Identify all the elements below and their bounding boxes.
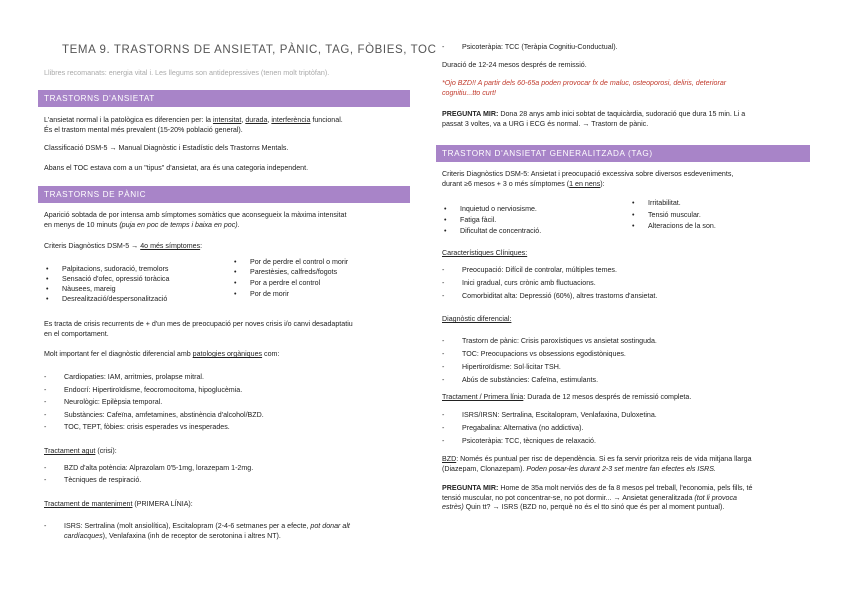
bullet-icon: • xyxy=(46,275,49,283)
text: Trastorn de pànic: Crisis paroxístiques vs ansietat sostinguda. xyxy=(462,337,657,345)
bullet-icon: • xyxy=(234,268,237,276)
text: : Només és puntual per risc de dependència. Si es fa servir prioritza reis de vida mitjana llarga xyxy=(456,455,752,463)
heading-diagnostic-diferencial: Diagnòstic diferencial: xyxy=(442,315,512,323)
text-interferencia: interferència xyxy=(271,116,311,124)
section-band-panic: TRASTORNS DE PÀNIC xyxy=(38,186,410,203)
text: Cardiopaties: IAM, arritmies, prolapse mitral. xyxy=(64,373,204,381)
text: Nàusees, mareig xyxy=(62,285,116,293)
text: BZD d'alta potència: Alprazolam 0'5-1mg, lorazepam 1-2mg. xyxy=(64,464,254,472)
bullet-icon: • xyxy=(234,258,237,266)
text: PREGUNTA MIR: xyxy=(442,110,499,118)
text: Preocupació: Difícil de controlar, múltiples temes. xyxy=(462,266,617,274)
dash-icon: - xyxy=(44,373,47,381)
arrow-icon: → xyxy=(582,119,590,128)
text: (tot li provoca xyxy=(694,493,737,502)
text-prevalencia: És el trastorn mental més prevalent (15-20% població general). xyxy=(44,125,243,134)
paragraph-panic-def xyxy=(44,211,406,230)
bullet-icon: • xyxy=(444,216,447,224)
text: Tècniques de respiració. xyxy=(64,476,142,484)
paragraph-ojo-bzd xyxy=(442,79,808,98)
text: Por a perdre el control xyxy=(250,279,321,287)
text: (Diazepam, Clonazepam). xyxy=(442,464,527,473)
text: Tractament de manteniment xyxy=(44,500,133,508)
section-band-ansietat: TRASTORNS D'ANSIETAT xyxy=(38,90,410,107)
text: , xyxy=(267,116,272,124)
dash-icon: - xyxy=(44,411,47,419)
dash-icon: - xyxy=(442,424,445,432)
text: Neurològic: Epilèpsia temporal. xyxy=(64,398,163,406)
paragraph-mir-2 xyxy=(442,484,810,513)
text: Criteris Diagnòstics DSM-5: Ansietat i preocupació excessiva sobre diversos esdeveniments, xyxy=(442,170,734,178)
dash-icon: - xyxy=(442,279,445,287)
text: Fatiga fàcil. xyxy=(460,216,497,224)
text: Home de 35a molt nerviós des de fa 8 mesos pel treball, l'economia, pels fills, té xyxy=(498,484,753,492)
text: PREGUNTA MIR: xyxy=(442,484,499,492)
text: Endocrí: Hipertiroïdisme, feocromocitoma, hipoglucèmia. xyxy=(64,386,243,394)
text: Manual Diagnòstic i Estadístic dels Trastorns Mentals. xyxy=(116,144,289,152)
dash-icon: - xyxy=(442,350,445,358)
text: ISRS/IRSN: Sertralina, Escitalopram, Venlafaxina, Duloxetina. xyxy=(462,411,657,419)
paragraph-criteris xyxy=(44,242,202,252)
paragraph-isrs xyxy=(64,522,406,541)
text: com: xyxy=(262,350,280,358)
text: Sensació d'ofec, opressió toràcica xyxy=(62,275,170,283)
text-durada: durada xyxy=(245,116,268,124)
text: passat 3 voltes, va a URG i ECG és normal. xyxy=(442,119,583,128)
text: TOC: Preocupacions vs obsessions egodistòniques. xyxy=(462,350,626,358)
paragraph-ansietat-normal xyxy=(44,116,404,135)
text: Por de morir xyxy=(250,290,290,298)
text: (PRIMERA LÍNIA): xyxy=(132,500,193,508)
page-subtitle: Llibres recomanats: energia vital i. Les llegums son antidepressives (tenen molt triptòfan). xyxy=(44,68,330,77)
dash-icon: - xyxy=(442,292,445,300)
text: (puja en poc de temps i baixa en poc). xyxy=(119,220,240,229)
dash-icon: - xyxy=(442,411,445,419)
text-intensitat: intensitat xyxy=(212,116,242,124)
paragraph-mir-1 xyxy=(442,110,810,129)
text: Tractament agut xyxy=(44,447,96,455)
paragraph-dsm5 xyxy=(44,144,288,154)
text: Irritabilitat. xyxy=(648,199,681,207)
text: ): xyxy=(600,179,605,188)
bullet-icon: • xyxy=(632,211,635,219)
text: cardíacques xyxy=(64,531,103,540)
dash-icon: - xyxy=(442,266,445,274)
text: durant ≥6 mesos + 3 o més símptomes ( xyxy=(442,179,570,188)
paragraph-bzd xyxy=(442,455,810,474)
text: Classificació DSM-5 xyxy=(44,144,110,152)
dash-icon: - xyxy=(442,376,445,384)
heading-caracteristiques: Característiques Clíniques: xyxy=(442,249,528,257)
heading-tractament xyxy=(442,393,691,403)
text: Ansietat generalitzada xyxy=(620,493,695,502)
text: Desrealització/despersonalització xyxy=(62,295,168,303)
text: Tractament / Primera línia xyxy=(442,393,524,401)
text: Por de perdre el control o morir xyxy=(250,258,349,266)
dash-icon: - xyxy=(442,43,445,51)
paragraph-toc: Abans el TOC estava com a un "tipus" d'ansietat, ara és una categoria independent. xyxy=(44,164,309,172)
text: Substàncies: Cafeïna, amfetamines, abstinència d'alcohol/BZD. xyxy=(64,411,264,419)
dash-icon: - xyxy=(44,464,47,472)
text: Poden posar-les durant 2-3 set mentre fan efectes els ISRS. xyxy=(526,464,716,473)
text-nens: 1 en nens xyxy=(569,179,601,188)
text: ISRS (BZD no, perquè no és el tto sinó que és per al moment puntual). xyxy=(499,503,725,512)
text: Psicoteràpia: TCC, tècniques de relaxació. xyxy=(462,437,596,445)
text: L'ansietat normal i la patològica es diferencien per: la xyxy=(44,116,213,124)
text: Trastorn de pànic. xyxy=(589,119,649,128)
arrow-icon: → xyxy=(613,493,621,502)
dash-icon: - xyxy=(44,423,47,431)
paragraph-crisis xyxy=(44,320,408,339)
bullet-icon: • xyxy=(444,205,447,213)
text: Dona 28 anys amb inici sobtat de taquicàrdia, sudoració que dura 15 min. Li a xyxy=(498,110,746,118)
text: Abús de substàncies: Cafeïna, estimulants. xyxy=(462,376,599,384)
text-symptoms: 4o més símptomes xyxy=(140,242,201,250)
text: Alteracions de la son. xyxy=(648,222,716,230)
text: tensió muscular, no pot concentrar-se, no pot dormir... xyxy=(442,493,614,502)
text: Molt important fer el diagnòstic diferencial amb xyxy=(44,350,193,358)
text: ISRS: Sertralina (molt ansiolítica), Escitalopram (2-4-6 setmanes per a efecte, xyxy=(64,522,311,530)
text: Pregabalina: Alternativa (no addictiva). xyxy=(462,424,584,432)
text: cognitiu...tto curt! xyxy=(442,88,497,97)
text: Inici gradual, curs crònic amb fluctuacions. xyxy=(462,279,596,287)
dash-icon: - xyxy=(44,522,47,530)
text: Aparició sobtada de por intensa amb símptomes somàtics que aconsegueix la màxima intensitat xyxy=(44,211,347,219)
text: en el comportament. xyxy=(44,329,109,338)
text: Comorbiditat alta: Depressió (60%), altres trastorns d'ansietat. xyxy=(462,292,658,300)
text: BZD xyxy=(442,455,457,463)
bullet-icon: • xyxy=(632,222,635,230)
paragraph-duracio: Duració de 12-24 mesos després de remissió. xyxy=(442,61,587,69)
text: : Durada de 12 mesos després de remissió completa. xyxy=(523,393,692,401)
text-patologies: patologies orgàniques xyxy=(192,350,263,358)
paragraph-diff xyxy=(44,350,279,360)
text: Parestèsies, calfreds/fogots xyxy=(250,268,338,276)
text: pot donar alt xyxy=(310,522,350,530)
text: Criteris Diagnòstics DSM-5 xyxy=(44,242,132,250)
bullet-icon: • xyxy=(46,285,49,293)
arrow-icon: → xyxy=(492,503,500,512)
arrow-icon: → xyxy=(109,144,117,152)
text: (crisi): xyxy=(95,447,117,455)
text: TOC, TEPT, fòbies: crisis esperades vs inesperades. xyxy=(64,423,230,431)
section-band-tag: TRASTORN D'ANSIETAT GENERALITZADA (TAG) xyxy=(436,145,810,162)
bullet-icon: • xyxy=(234,290,237,298)
heading-tractament-agut xyxy=(44,447,117,457)
text: Es tracta de crisis recurrents de + d'un mes de preocupació per noves crisis i/o canvi desadaptatiu xyxy=(44,320,353,328)
text: Palpitacions, sudoració, tremolors xyxy=(62,265,169,273)
page-title: TEMA 9. TRASTORNS DE ANSIETAT, PÀNIC, TAG, FÒBIES, TOC xyxy=(62,44,437,56)
text: Dificultat de concentració. xyxy=(460,227,542,235)
text: : xyxy=(200,242,203,250)
bullet-icon: • xyxy=(632,199,635,207)
text: en menys de 10 minuts xyxy=(44,220,120,229)
bullet-icon: • xyxy=(234,279,237,287)
text: Inquietud o nerviosisme. xyxy=(460,205,537,213)
heading-tractament-manteniment xyxy=(44,500,193,510)
dash-icon: - xyxy=(442,337,445,345)
text: *Ojo BZD!! A partir dels 60-65a poden provocar fx de maluc, osteoporosi, deliris, deteriorar xyxy=(442,79,727,87)
text: ), Venlafaxina (inh de receptor de serotonina i altres NT). xyxy=(102,531,281,540)
bullet-icon: • xyxy=(444,227,447,235)
text: Tensió muscular. xyxy=(648,211,701,219)
text: funcional. xyxy=(310,116,343,124)
arrow-icon: → xyxy=(131,242,139,250)
dash-icon: - xyxy=(44,476,47,484)
text: , xyxy=(241,116,246,124)
bullet-icon: • xyxy=(46,265,49,273)
text: estrès) xyxy=(442,503,464,512)
bullet-icon: • xyxy=(46,295,49,303)
text: Hipertiroïdisme: Sol·licitar TSH. xyxy=(462,363,561,371)
dash-icon: - xyxy=(44,398,47,406)
text: Quin tt? xyxy=(463,503,493,512)
dash-icon: - xyxy=(44,386,47,394)
paragraph-tag-criteris xyxy=(442,170,810,189)
dash-icon: - xyxy=(442,363,445,371)
text: Psicoteràpia: TCC (Teràpia Cognitiu-Conductual). xyxy=(462,43,618,51)
dash-icon: - xyxy=(442,437,445,445)
